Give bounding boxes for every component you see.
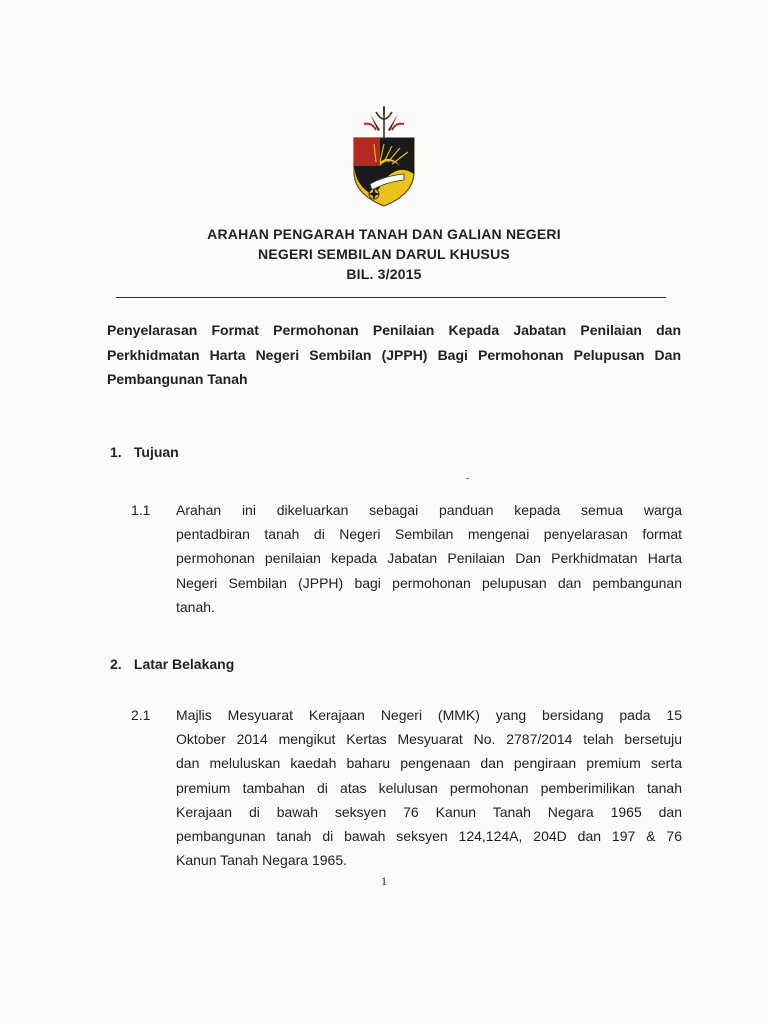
paragraph-line: Oktober 2014 mengikut Kertas Mesyuarat No. 2787/2014 telah bersetuju <box>176 731 682 748</box>
document-heading <box>100 224 668 284</box>
subject-line-2: Perkhidmatan Harta Negeri Sembilan (JPPH) Bagi Permohonan Pelupusan Dan <box>107 346 681 363</box>
section-1-title: Tujuan <box>133 444 179 460</box>
heading-line-1: ARAHAN PENGARAH TANAH DAN GALIAN NEGERI <box>207 226 561 242</box>
paragraph-line: pentadbiran tanah di Negeri Sembilan mengenai penyelarasan format <box>176 526 682 543</box>
paragraph-2-1 <box>176 703 682 872</box>
paragraph-line: Kerajaan di bawah seksyen 76 Kanun Tanah Negara 1965 dan <box>176 803 682 820</box>
paragraph-1-1 <box>176 498 682 619</box>
paragraph-line: Negeri Sembilan (JPPH) bagi permohonan pelupusan dan pembangunan <box>176 574 682 591</box>
paragraph-2-1-number: 2.1 <box>131 707 151 723</box>
paragraph-line: Arahan ini dikeluarkan sebagai panduan kepada semua warga <box>176 502 682 518</box>
paragraph-line: Kanun Tanah Negara 1965. <box>176 852 347 869</box>
paragraph-line: dan meluluskan kaedah baharu pengenaan dan pengiraan premium serta <box>176 755 682 772</box>
state-crest-logo <box>350 104 418 210</box>
heading-reference-number: BIL. 3/2015 <box>346 266 422 282</box>
scan-speck <box>466 478 469 479</box>
subject-line-1: Penyelarasan Format Permohonan Penilaian Kepada Jabatan Penilaian dan <box>107 322 681 338</box>
paragraph-line: Majlis Mesyuarat Kerajaan Negeri (MMK) yang bersidang pada 15 <box>176 707 682 723</box>
subject-title <box>107 318 681 392</box>
paragraph-line: permohonan penilaian kepada Jabatan Penilaian Dan Perkhidmatan Harta <box>176 550 682 567</box>
heading-divider <box>116 297 666 298</box>
section-2-heading <box>110 654 234 674</box>
section-2-title: Latar Belakang <box>133 656 235 672</box>
paragraph-line: pembangunan tanah di bawah seksyen 124,124A, 204D dan 197 & 76 <box>176 828 682 845</box>
section-1-heading <box>110 442 179 462</box>
paragraph-1-1-number: 1.1 <box>131 502 151 518</box>
paragraph-line: tanah. <box>176 598 215 615</box>
section-2-number: 2. <box>110 656 122 672</box>
paragraph-line: premium tambahan di atas kelulusan permohonan pemberimilikan tanah <box>176 779 682 796</box>
section-1-number: 1. <box>110 444 122 460</box>
page-number: 1 <box>381 874 387 888</box>
subject-line-3: Pembangunan Tanah <box>107 371 248 387</box>
heading-line-2: NEGERI SEMBILAN DARUL KHUSUS <box>258 246 510 262</box>
